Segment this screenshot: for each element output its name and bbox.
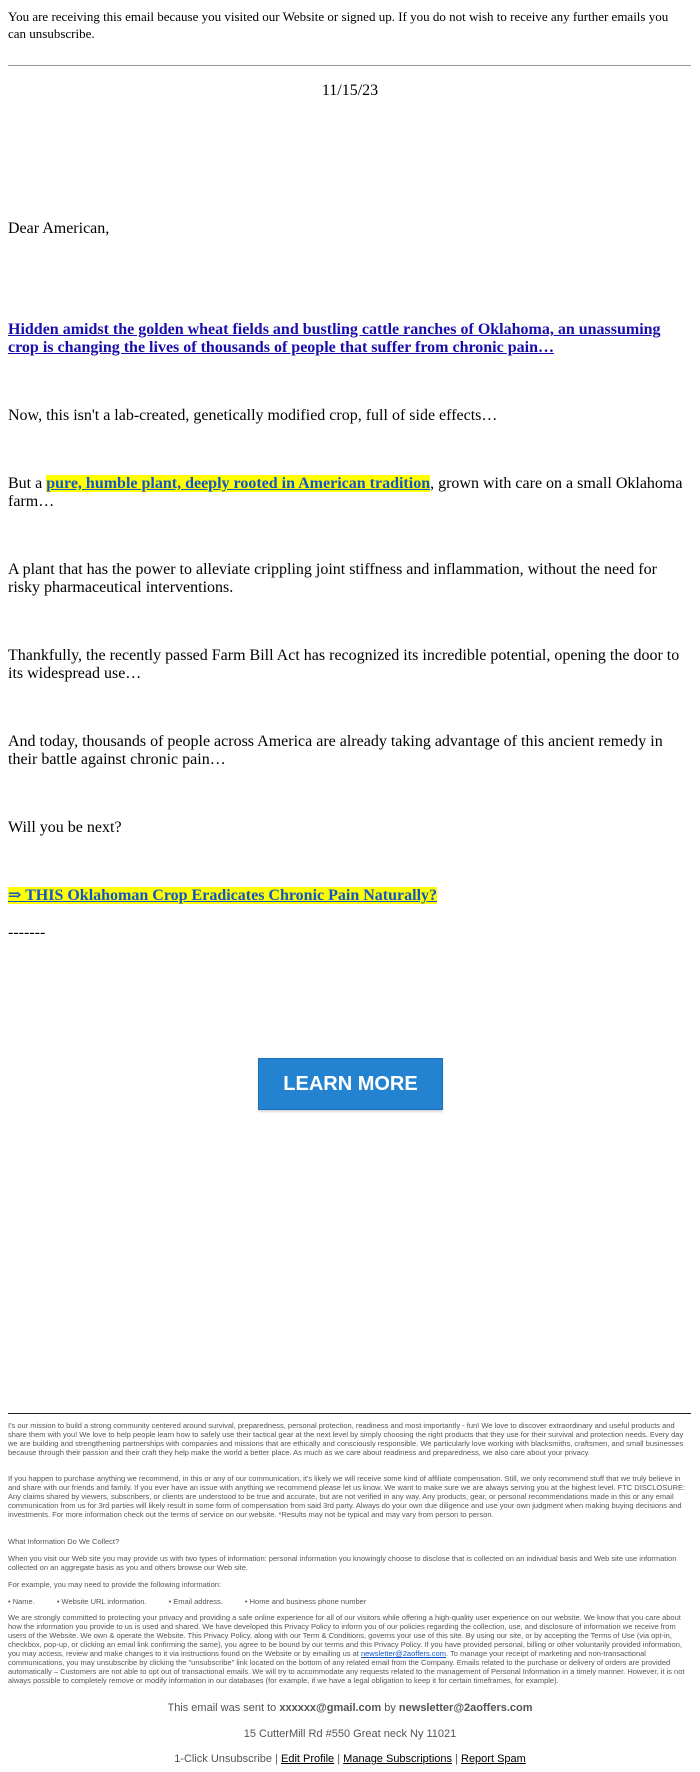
headline-link[interactable]: Hidden amidst the golden wheat fields and bustling cattle ranches of Oklahoma, an unassuming crop is changing the lives of thousands of people that suffer from chronic pain… (8, 321, 661, 356)
paragraph-4: Thankfully, the recently passed Farm Bill Act has recognized its incredible potential, opening the door to its widespread use… (8, 647, 680, 682)
headline-paragraph (8, 321, 692, 357)
sender-email: newsletter@2aoffers.com (398, 1702, 533, 1714)
text-divider: ------- (8, 924, 46, 941)
recipient-email: xxxxxx@gmail.com (279, 1702, 382, 1714)
link-separator: | (334, 1753, 344, 1765)
sent-prefix: This email was sent to (167, 1702, 280, 1714)
greeting: Dear American, (8, 220, 110, 237)
list-item: • Email address. (168, 1597, 223, 1606)
privacy-text-start: We are strongly committed to protecting your privacy and providing a safe online experience for all of our visitors while offering a high-quality user experience on our website. We know that you care about how the information you provide to us is used and shared. We have developed this Privacy Policy to inform you of our policies regarding the collection, use, and disclosure of information we receive from users of the Website. We own & operate the Website. This Privacy Policy, along with our Term & Conditions, governs your use of this site. By using our site, or by accepting the Terms of Use (via opt-in, checkbox, pop-up, or clicking an email link confirming the same), you agree to be bound by our terms and this Privacy Policy. If you have provided personal, billing or other voluntarily provided information, you may access, review and make changes to it via instructions found on the Website or by emailing us at (8, 1613, 682, 1658)
footer-links (0, 1753, 700, 1765)
collect-heading: What Information Do We Collect? (8, 1537, 120, 1546)
paragraph-2-start: But a (8, 475, 47, 492)
privacy-text-end: . To manage your receipt of marketing and non-transactional communications, you may unsubscribe by clicking the "unsubscribe" link located on the bottom of any related email from the Company. Emails related to the purchase or delivery of orders are provided automatically – Customers are not able to opt out of transactional emails. We will try to accommodate any requests related to the management of Personal Information in a timely manner. However, it is not always possible to completely remove or modify information in our databases (for example, if we have a legal obligation to keep it for certain timeframes, for example). (8, 1649, 685, 1685)
mailing-address: 15 CutterMill Rd #550 Great neck Ny 11021 (243, 1728, 457, 1740)
subscription-notice: You are receiving this email because you visited our Website or signed up. If you do not wish to receive any further emails you can unsubscribe. (8, 9, 669, 41)
paragraph-2 (8, 475, 692, 511)
collect-text: When you visit our Web site you may provide us with two types of information: personal information you knowingly choose to disclose that is collected on an individual basis and Web site use information collected on an aggregate basis as you and others browse our Web site. (8, 1554, 677, 1572)
example-intro: For example, you may need to provide the following information: (8, 1580, 222, 1589)
list-item: • Name. (8, 1597, 35, 1606)
unsubscribe-text[interactable]: 1-Click Unsubscribe (174, 1753, 272, 1765)
report-spam-link[interactable]: Report Spam (461, 1753, 526, 1765)
link-separator: | (452, 1753, 461, 1765)
cta-paragraph (8, 887, 692, 905)
sent-by: by (381, 1702, 399, 1714)
email-date: 11/15/23 (321, 82, 379, 99)
edit-profile-link[interactable]: Edit Profile (280, 1753, 335, 1765)
cta-link[interactable]: ⇒ THIS Oklahoman Crop Eradicates Chronic Pain Naturally? (8, 887, 438, 904)
paragraph-6: Will you be next? (8, 819, 122, 836)
privacy-email-link[interactable]: newsletter@2aoffers.com (360, 1649, 446, 1658)
paragraph-3: A plant that has the power to alleviate crippling joint stiffness and inflammation, without the need for risky pharmaceutical interventions. (8, 561, 657, 596)
affiliate-disclosure: If you happen to purchase anything we recommend, in this or any of our communication, it's likely we will receive some kind of affiliate compensation. Still, we only recommend stuff that we truly believe in and share with our friends and family. If you ever have an issue with anything we recommend please let us know. We want to make sure we are always serving you at the highest level. FTC DISCLOSURE: Any claims shared by viewers, subscribers, or clients are understood to be true and accurate, but are not verified in any way. Any products, gear, or personal recommendations made in this or any email communication from us for 3rd parties will likely result in some form of compensation from said 3rd party. Always do your own due diligence and use your own judgment when making buying decisions and investments. For more information check out the terms of service on our website. *Results may not be typical and may vary from person to person. (8, 1474, 686, 1519)
info-list (8, 1597, 690, 1606)
manage-subscriptions-link[interactable]: Manage Subscriptions (343, 1753, 453, 1765)
sent-to-line (0, 1702, 700, 1714)
list-item: • Website URL information. (56, 1597, 147, 1606)
learn-more-button[interactable]: LEARN MORE (258, 1058, 443, 1110)
top-divider (8, 65, 691, 66)
paragraph-1: Now, this isn't a lab-created, genetically modified crop, full of side effects… (8, 407, 498, 424)
plant-link[interactable]: pure, humble plant, deeply rooted in American tradition (46, 475, 431, 492)
footer-divider (8, 1413, 691, 1414)
list-item: • Home and business phone number (244, 1597, 367, 1606)
link-separator: | (272, 1753, 281, 1765)
mission-text: I's our mission to build a strong community centered around survival, preparedness, personal protection, readiness and most importantly - fun! We love to discover extraordinary and useful products and share them with you! We love to help people learn how to safely use their tactical gear at the next level by simply choosing the right products that they use for their survival and protection needs. Every day we are building and strengthening partnerships with companies and missions that are ethically and consciously responsible. We particularly love working with blacksmiths, craftsmen, and small businesses because through their passion and their craft they help make the world a better place. As much as we care about readiness and preparedness, we also care about your privacy. (8, 1421, 684, 1457)
paragraph-2-end: , grown with care on a small Oklahoma farm… (8, 475, 683, 510)
privacy-text (8, 1613, 690, 1685)
paragraph-5: And today, thousands of people across America are already taking advantage of this ancient remedy in their battle against chronic pain… (8, 733, 663, 768)
